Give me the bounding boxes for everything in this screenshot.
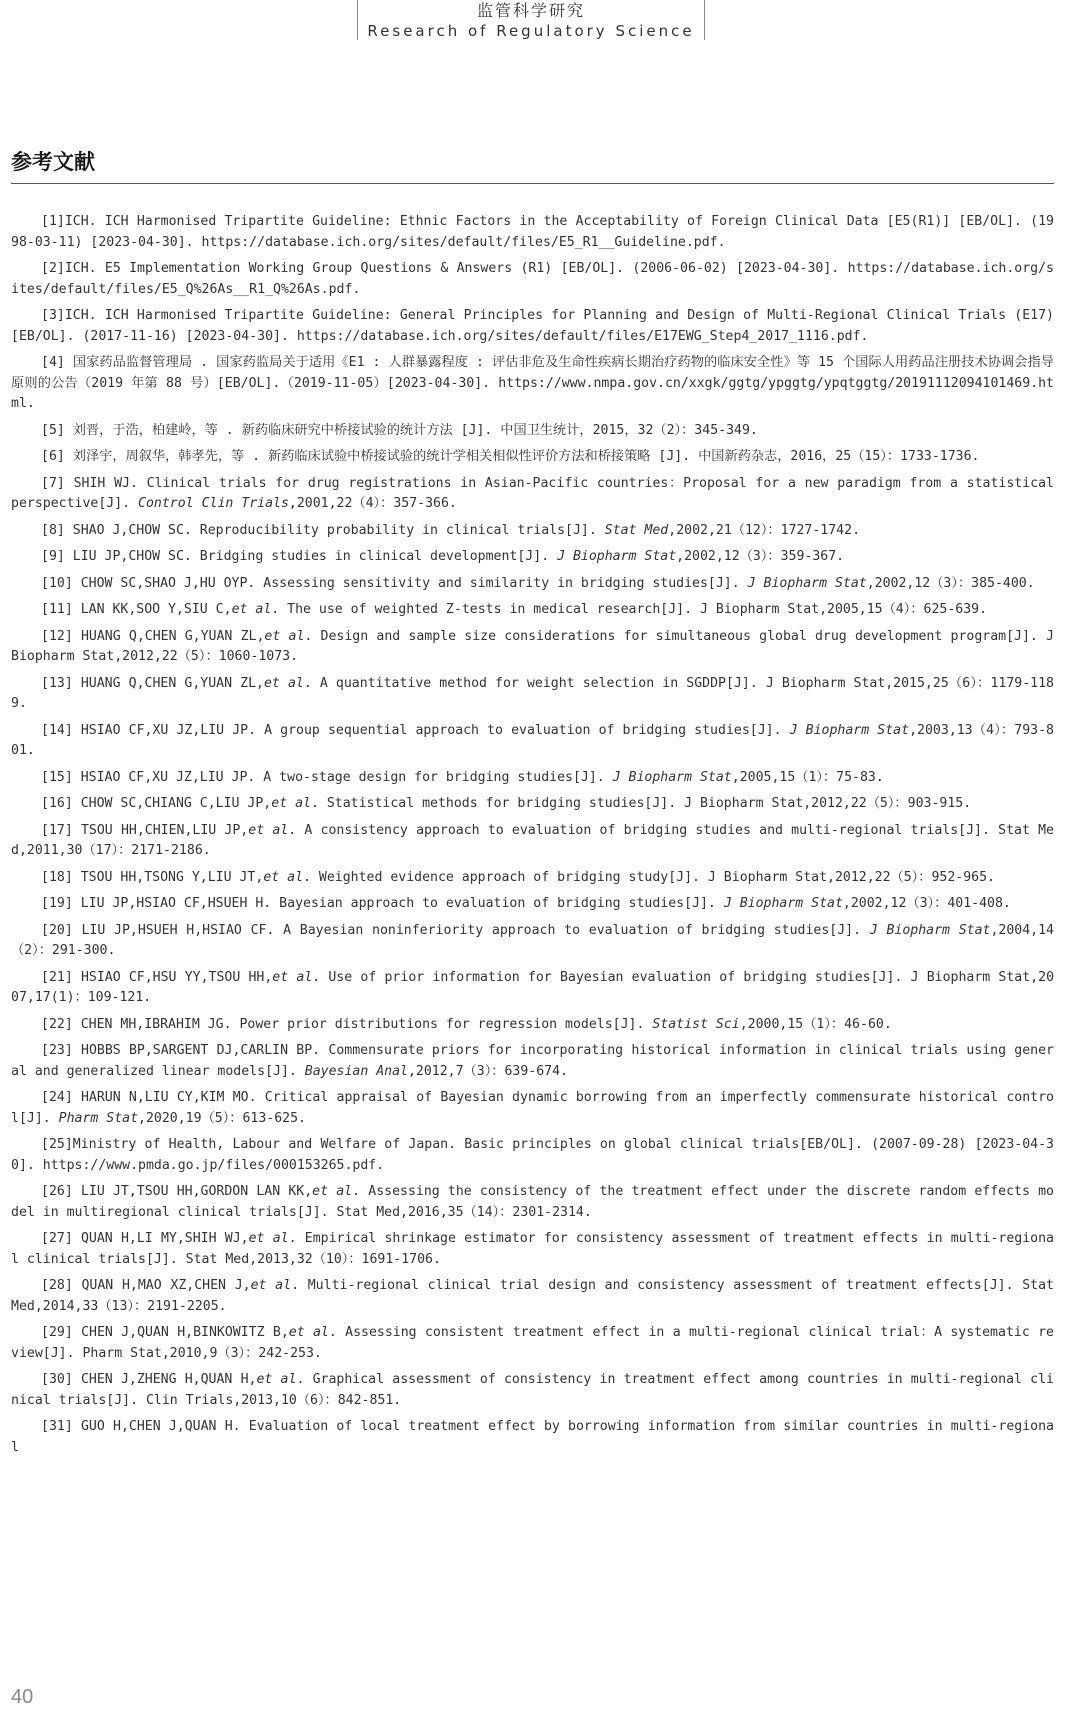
reference-item <box>11 794 1054 815</box>
reference-item <box>11 674 1054 715</box>
reference-journal: et al <box>248 822 289 838</box>
reference-journal: et al <box>250 1278 292 1293</box>
reference-item <box>11 721 1054 762</box>
reference-journal: J Biopharm Stat <box>789 722 910 738</box>
reference-text: [14] HSIAO CF,XU JZ,LIU JP. A group sequential approach to evaluation of bridging studies[J]. <box>41 722 790 738</box>
reference-journal: J Biopharm Stat <box>747 575 867 591</box>
reference-text: [9] LIU JP,CHOW SC. Bridging studies in clinical development[J]. <box>41 549 558 564</box>
reference-details: ,2005,15（1）：75-83. <box>731 769 884 785</box>
reference-text: [20] LIU JP,HSUEH H,HSIAO CF. A Bayesian noninferiority approach to evaluation of bridging studies[J]. <box>41 922 870 938</box>
reference-item <box>11 1323 1054 1364</box>
reference-item <box>11 212 1054 253</box>
reference-journal: et al <box>263 675 304 691</box>
reference-details: ,2001,22（4）：357-366. <box>288 496 457 511</box>
reference-text: [1]ICH. ICH Harmonised Tripartite Guideline: Ethnic Factors in the Acceptability of Foreign Clinical Data [E5(R1)] [EB/OL]. (1998-03-11) [2023-04-30]. https://database.ich.org/sites/default/files/E5_R1__Guideline.pdf. <box>11 214 1054 250</box>
reference-text: [17] TSOU HH,CHIEN,LIU JP, <box>41 822 249 838</box>
reference-item <box>11 627 1054 668</box>
running-header <box>357 0 705 40</box>
reference-details: ,2000,15（1）：46-60. <box>739 1016 892 1032</box>
reference-journal: Statist Sci <box>652 1016 740 1032</box>
reference-journal: et al <box>271 796 311 811</box>
reference-text: [21] HSIAO CF,HSU YY,TSOU HH, <box>41 969 273 985</box>
reference-text: [16] CHOW SC,CHIANG C,LIU JP, <box>41 796 272 811</box>
reference-text: [26] LIU JT,TSOU HH,GORDON LAN KK, <box>41 1184 313 1199</box>
reference-journal: J Biopharm Stat <box>612 769 732 785</box>
reference-item <box>11 768 1054 789</box>
reference-text: [7] SHIH WJ. Clinical trials for drug registrations in Asian-Pacific countries：Proposal for a new paradigm from a statistical perspective[J]. <box>11 475 1054 511</box>
reference-text: [18] TSOU HH,TSONG Y,LIU JT, <box>41 869 264 885</box>
reference-item <box>11 474 1054 515</box>
reference-journal: et al <box>288 1325 329 1340</box>
reference-item <box>11 1370 1054 1411</box>
reference-journal: et al <box>312 1184 353 1199</box>
reference-journal: et al <box>263 869 304 885</box>
reference-details: . A consistency approach to evaluation of bridging studies and multi-regional trials[J]. Stat Med,2011,30（17）：2171-2186. <box>11 822 1054 858</box>
reference-journal: Bayesian Anal <box>304 1063 408 1079</box>
reference-item <box>11 921 1054 962</box>
reference-item <box>11 1041 1054 1082</box>
reference-text: [15] HSIAO CF,XU JZ,LIU JP. A two-stage design for bridging studies[J]. <box>41 769 613 785</box>
reference-details: . Assessing the consistency of the treatment effect under the discrete random effects model in multiregional clinical trials[J]. Stat Med,2016,35（14）：2301-2314. <box>11 1184 1054 1220</box>
reference-item <box>11 1229 1054 1270</box>
reference-item <box>11 894 1054 915</box>
reference-details: . A quantitative method for weight selection in SGDDP[J]. J Biopharm Stat,2015,25（6）：1179-1189. <box>11 675 1054 711</box>
reference-item <box>11 547 1054 568</box>
reference-item <box>11 574 1054 595</box>
journal-title-cn: 监管科学研究 <box>476 1 585 20</box>
reference-item <box>11 353 1054 415</box>
reference-details: ,2004,14（2）：291-300. <box>11 922 1054 958</box>
page-number: 40 <box>11 1686 34 1708</box>
reference-journal: Stat Med <box>604 522 669 538</box>
reference-journal: Pharm Stat <box>58 1110 139 1126</box>
reference-text: [23] HOBBS BP,SARGENT DJ,CARLIN BP. Commensurate priors for incorporating historical information in clinical trials using general and generalized linear models[J]. <box>11 1043 1054 1079</box>
reference-item <box>11 600 1054 621</box>
reference-item <box>11 1276 1054 1317</box>
reference-text: [5] 刘晋，于浩，柏建岭，等 . 新药临床研究中桥接试验的统计方法 [J]. 中国卫生统计，2015，32（2）：345-349. <box>41 422 758 438</box>
reference-details: ,2003,13（4）：793-801. <box>11 722 1055 758</box>
reference-text: [22] CHEN MH,IBRAHIM JG. Power prior distributions for regression models[J]. <box>41 1016 653 1032</box>
reference-journal: et al <box>231 602 272 617</box>
reference-list <box>11 212 1054 1464</box>
reference-item <box>11 1135 1054 1176</box>
reference-text: [4] 国家药品监督管理局 . 国家药监局关于适用《E1 : 人群暴露程度 : 评估非危及生命性疾病长期治疗药物的临床安全性》等 15 个国际人用药品注册技术协调会指导原则的公告（2019 年第 88 号）[EB/OL].（2019-11-05）[2023-04-30]. https://www.nmpa.gov.cn/xxgk/ggtg/ypggtg/ypqtggtg/20191112094101469.html. <box>11 355 1054 411</box>
reference-text: [29] CHEN J,QUAN H,BINKOWITZ B, <box>41 1325 289 1340</box>
reference-details: ,2002,12（3）：401-408. <box>842 896 1011 911</box>
reference-text: [31] GUO H,CHEN J,QUAN H. Evaluation of local treatment effect by borrowing information from similar countries in multi-regional <box>11 1419 1054 1455</box>
reference-item <box>11 1088 1054 1129</box>
reference-details: . Statistical methods for bridging studies[J]. J Biopharm Stat,2012,22（5）：903-915. <box>310 796 972 811</box>
reference-text: [11] LAN KK,SOO Y,SIU C, <box>41 602 232 617</box>
reference-text: [24] HARUN N,LIU CY,KIM MO. Critical appraisal of Bayesian dynamic borrowing from an imperfectly commensurate historical control[J]. <box>11 1090 1054 1126</box>
reference-journal: Control Clin Trials <box>138 496 289 511</box>
reference-text: [28] QUAN H,MAO XZ,CHEN J, <box>41 1278 251 1293</box>
reference-details: . Design and sample size considerations for simultaneous global drug development program[J]. J Biopharm Stat,2012,22（5）：1060-1073. <box>11 628 1054 664</box>
reference-details: ,2012,7（3）：639-674. <box>407 1063 568 1079</box>
reference-text: [12] HUANG Q,CHEN G,YUAN ZL, <box>41 628 265 644</box>
reference-text: [27] QUAN H,LI MY,SHIH WJ, <box>41 1231 249 1246</box>
reference-details: . Use of prior information for Bayesian evaluation of bridging studies[J]. J Biopharm Stat,2007,17(1)：109-121. <box>11 969 1055 1005</box>
reference-item <box>11 421 1054 442</box>
reference-details: . The use of weighted Z-tests in medical research[J]. J Biopharm Stat,2005,15（4）：625-639. <box>271 602 988 617</box>
reference-text: [8] SHAO J,CHOW SC. Reproducibility probability in clinical trials[J]. <box>41 522 605 538</box>
reference-details: ,2002,12（3）：359-367. <box>676 549 845 564</box>
journal-title-en: Research of Regulatory Science <box>367 22 695 40</box>
reference-text: [2]ICH. E5 Implementation Working Group Questions & Answers (R1) [EB/OL]. (2006-06-02) [2023-04-30]. https://database.ich.org/sites/default/files/E5_Q%26As__R1_Q%26As.pdf. <box>11 261 1054 297</box>
reference-item <box>11 821 1054 862</box>
reference-item <box>11 868 1054 889</box>
reference-item <box>11 1417 1054 1458</box>
reference-journal: et al <box>272 969 313 985</box>
reference-text: [3]ICH. ICH Harmonised Tripartite Guideline: General Principles for Planning and Design of Multi-Regional Clinical Trials (E17) [EB/OL]. (2017-11-16) [2023-04-30]. https://database.ich.org/sites/default/files/E17EWG_Step4_2017_1116.pdf. <box>11 308 1054 344</box>
reference-item <box>11 306 1054 347</box>
reference-journal: et al <box>248 1231 289 1246</box>
reference-item <box>11 521 1054 542</box>
reference-journal: J Biopharm Stat <box>869 922 991 938</box>
reference-item <box>11 1182 1054 1223</box>
reference-details: . Empirical shrinkage estimator for consistency assessment of treatment effects in multi-regional clinical trials[J]. Stat Med,2013,32（10）：1691-1706. <box>11 1231 1054 1267</box>
reference-details: . Assessing consistent treatment effect in a multi-regional clinical trial：A systematic review[J]. Pharm Stat,2010,9（3）：242-253. <box>11 1325 1054 1361</box>
reference-item <box>11 447 1054 468</box>
reference-details: ,2020,19（5）：613-625. <box>138 1110 306 1126</box>
reference-journal: J Biopharm Stat <box>557 549 677 564</box>
reference-text: [30] CHEN J,ZHENG H,QUAN H, <box>41 1372 257 1387</box>
reference-details: . Weighted evidence approach of bridging study[J]. J Biopharm Stat,2012,22（5）：952-965. <box>303 869 995 885</box>
reference-journal: et al <box>264 628 305 644</box>
reference-details: . Graphical assessment of consistency in treatment effect among countries in multi-regional clinical trials[J]. Clin Trials,2013,10（6）：842-851. <box>11 1372 1054 1408</box>
reference-text: [6] 刘泽宇，周叙华，韩孝先，等 . 新药临床试验中桥接试验的统计学相关相似性评价方法和桥接策略 [J]. 中国新药杂志，2016，25（15）：1733-1736. <box>41 449 980 464</box>
section-divider <box>11 183 1054 184</box>
reference-text: [25]Ministry of Health, Labour and Welfare of Japan. Basic principles on global clinical trials[EB/OL]. (2007-09-28) [2023-04-30]. https://www.pmda.go.jp/files/000153265.pdf. <box>11 1137 1054 1173</box>
reference-details: . Multi-regional clinical trial design and consistency assessment of treatment effects[J]. Stat Med,2014,33（13）：2191-2205. <box>11 1278 1054 1314</box>
reference-details: ,2002,21（12）：1727-1742. <box>668 522 861 538</box>
section-title: 参考文献 <box>11 149 95 174</box>
reference-text: [13] HUANG Q,CHEN G,YUAN ZL, <box>41 675 264 691</box>
reference-item <box>11 968 1054 1009</box>
reference-item <box>11 1015 1054 1036</box>
reference-journal: et al <box>256 1372 297 1387</box>
reference-text: [10] CHOW SC,SHAO J,HU OYP. Assessing sensitivity and similarity in bridging studies[J]. <box>41 575 748 591</box>
reference-text: [19] LIU JP,HSIAO CF,HSUEH H. Bayesian approach to evaluation of bridging studies[J]. <box>41 896 724 911</box>
reference-details: ,2002,12（3）：385-400. <box>866 575 1035 591</box>
reference-item <box>11 259 1054 300</box>
reference-journal: J Biopharm Stat <box>723 896 843 911</box>
